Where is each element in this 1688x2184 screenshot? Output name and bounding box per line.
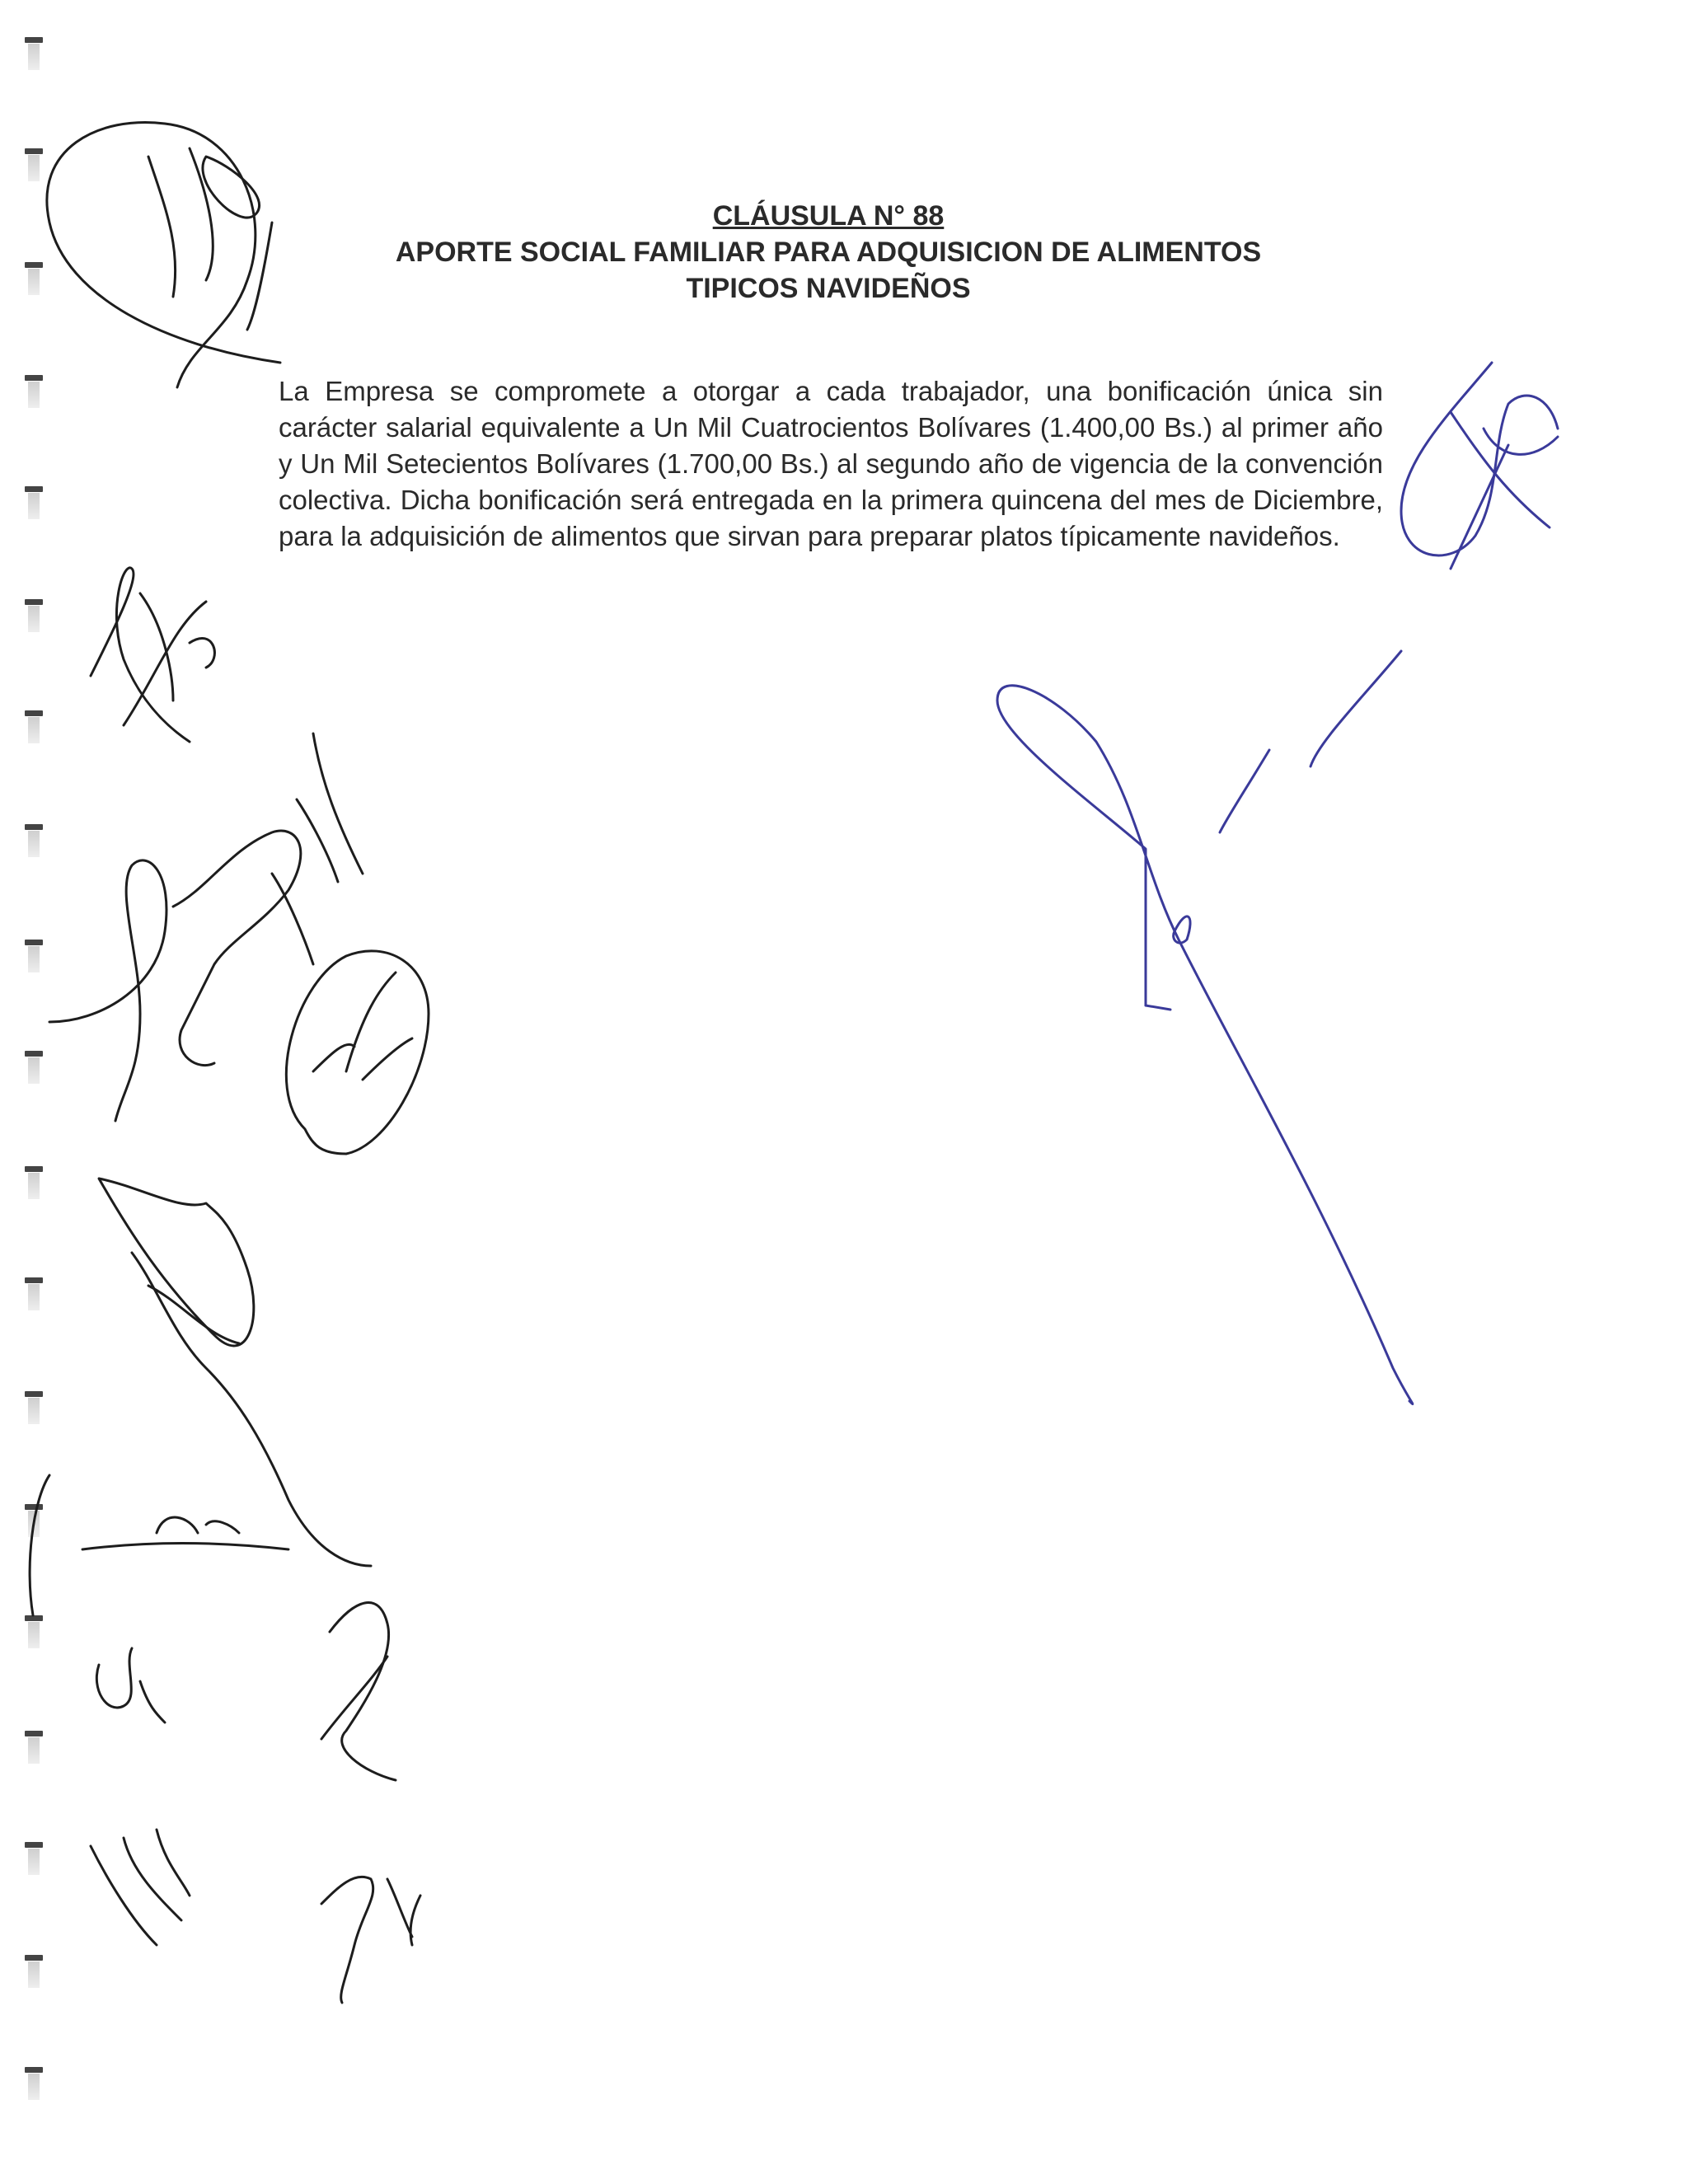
signature xyxy=(286,951,429,1154)
signature xyxy=(997,651,1413,1404)
signature xyxy=(30,1475,288,1615)
signature xyxy=(91,1830,190,1945)
signature xyxy=(321,1603,396,1780)
signature xyxy=(1401,363,1558,569)
signature xyxy=(96,1648,165,1722)
signature xyxy=(47,123,280,388)
signature xyxy=(321,1877,420,2003)
clause-title-line-1: APORTE SOCIAL FAMILIAR PARA ADQUISICION DE ALIMENTOS xyxy=(395,237,1262,268)
signature xyxy=(49,733,363,1121)
signature xyxy=(99,1179,371,1566)
clause-title-line-2: TIPICOS NAVIDEÑOS xyxy=(686,273,971,304)
signature xyxy=(91,568,214,742)
clause-number: CLÁUSULA N° 88 xyxy=(712,200,945,232)
clause-body: La Empresa se compromete a otorgar a cada trabajador, una bonificación única sin carácter salarial equivalente a Un Mil Cuatrocientos Bolívares (1.400,00 Bs.) al primer año y Un Mil Setecientos Bolívares (1.700,00 Bs.) al segundo año de vigencia de la convención colectiva. Dicha bonificación será entregada en la primera quincena del mes de Diciembre, para la adquisición de alimentos que sirvan para preparar platos típicamente navideños. xyxy=(279,376,1383,551)
